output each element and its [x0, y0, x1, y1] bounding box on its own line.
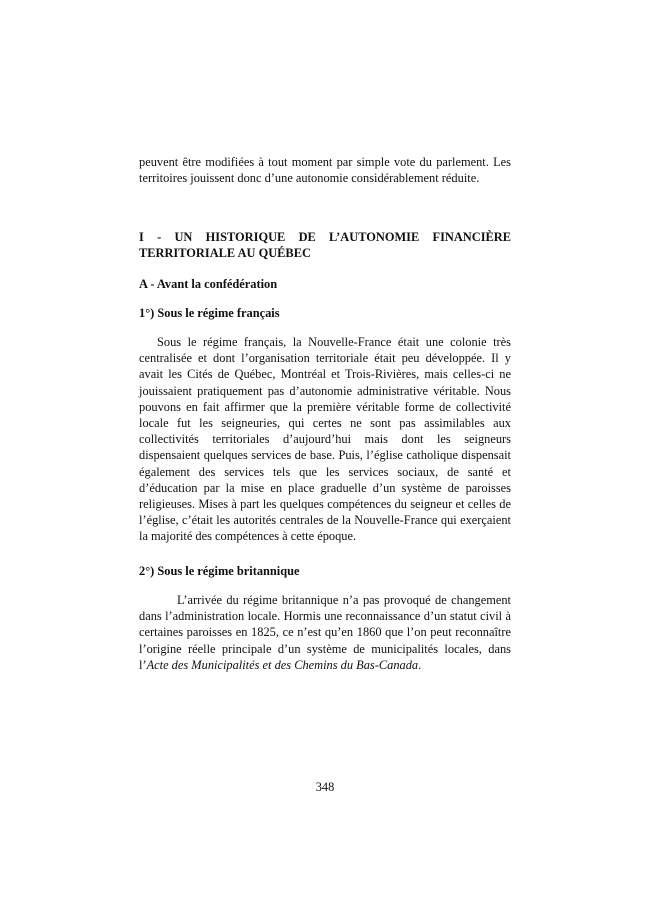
paragraph-british-ending: .: [418, 657, 422, 672]
paragraph-british-text: L’arrivée du régime britannique n’a pas provoqué de changement dans l’administration locale. Hormis une reconnaissance d’un statut civil à certaines paroisses en 1825, ce n’est qu’en 1860 que l’on peut reconnaître l’origine réelle principale d’un système de municipalités locales, dans l’: [139, 593, 511, 672]
subheading-british-block: [139, 563, 511, 579]
act-title: Acte des Municipalités et des Chemins du Bas-Canada: [146, 657, 419, 672]
intro-paragraph: peuvent être modifiées à tout moment par simple vote du parlement. Les territoires jouissent donc d’une autonomie considérablement réduite.: [139, 155, 511, 186]
intro-block: [139, 154, 511, 186]
paragraph-french: Sous le régime français, la Nouvelle-France était une colonie très centralisée et dont l’organisation territoriale était peu développée. Il y avait les Cités de Québec, Montréal et Trois-Rivières, mais celles-ci ne jouissaient pratiquement pas d’autonomie administrative véritable. Nous pouvons en fait affirmer que la première véritable forme de collectivité locale fut les seigneuries, qui certes ne sont pas assimilables aux collectivités territoriales d’aujourd’hui mais dont les seigneurs dispensaient quelques services de base. Puis, l’église catholique dispensait également des services tels que les services sociaux, de santé et d’éducation par la mise en place graduelle d’un système de paroisses religieuses. Mises à part les quelques compétences du seigneur et celles de l’église, c’était les autorités centrales de la Nouvelle-France qui exerçaient la majorité des compétences à cette époque.: [139, 335, 511, 544]
page-number: 348: [315, 780, 335, 794]
paragraph-british-block: [139, 592, 511, 673]
subheading-french-block: [139, 305, 511, 321]
section-heading-block: [139, 229, 511, 261]
section-heading: I - UN HISTORIQUE DE L’AUTONOMIE FINANCIÈRE TERRITORIALE AU QUÉBEC: [139, 230, 511, 261]
subheading-british: 2°) Sous le régime britannique: [139, 564, 300, 578]
subsection-heading-block: [139, 276, 511, 292]
subheading-french: 1°) Sous le régime français: [139, 306, 280, 320]
subsection-heading: A - Avant la confédération: [139, 277, 278, 291]
paragraph-french-block: [139, 334, 511, 545]
paragraph-british: [139, 592, 511, 673]
